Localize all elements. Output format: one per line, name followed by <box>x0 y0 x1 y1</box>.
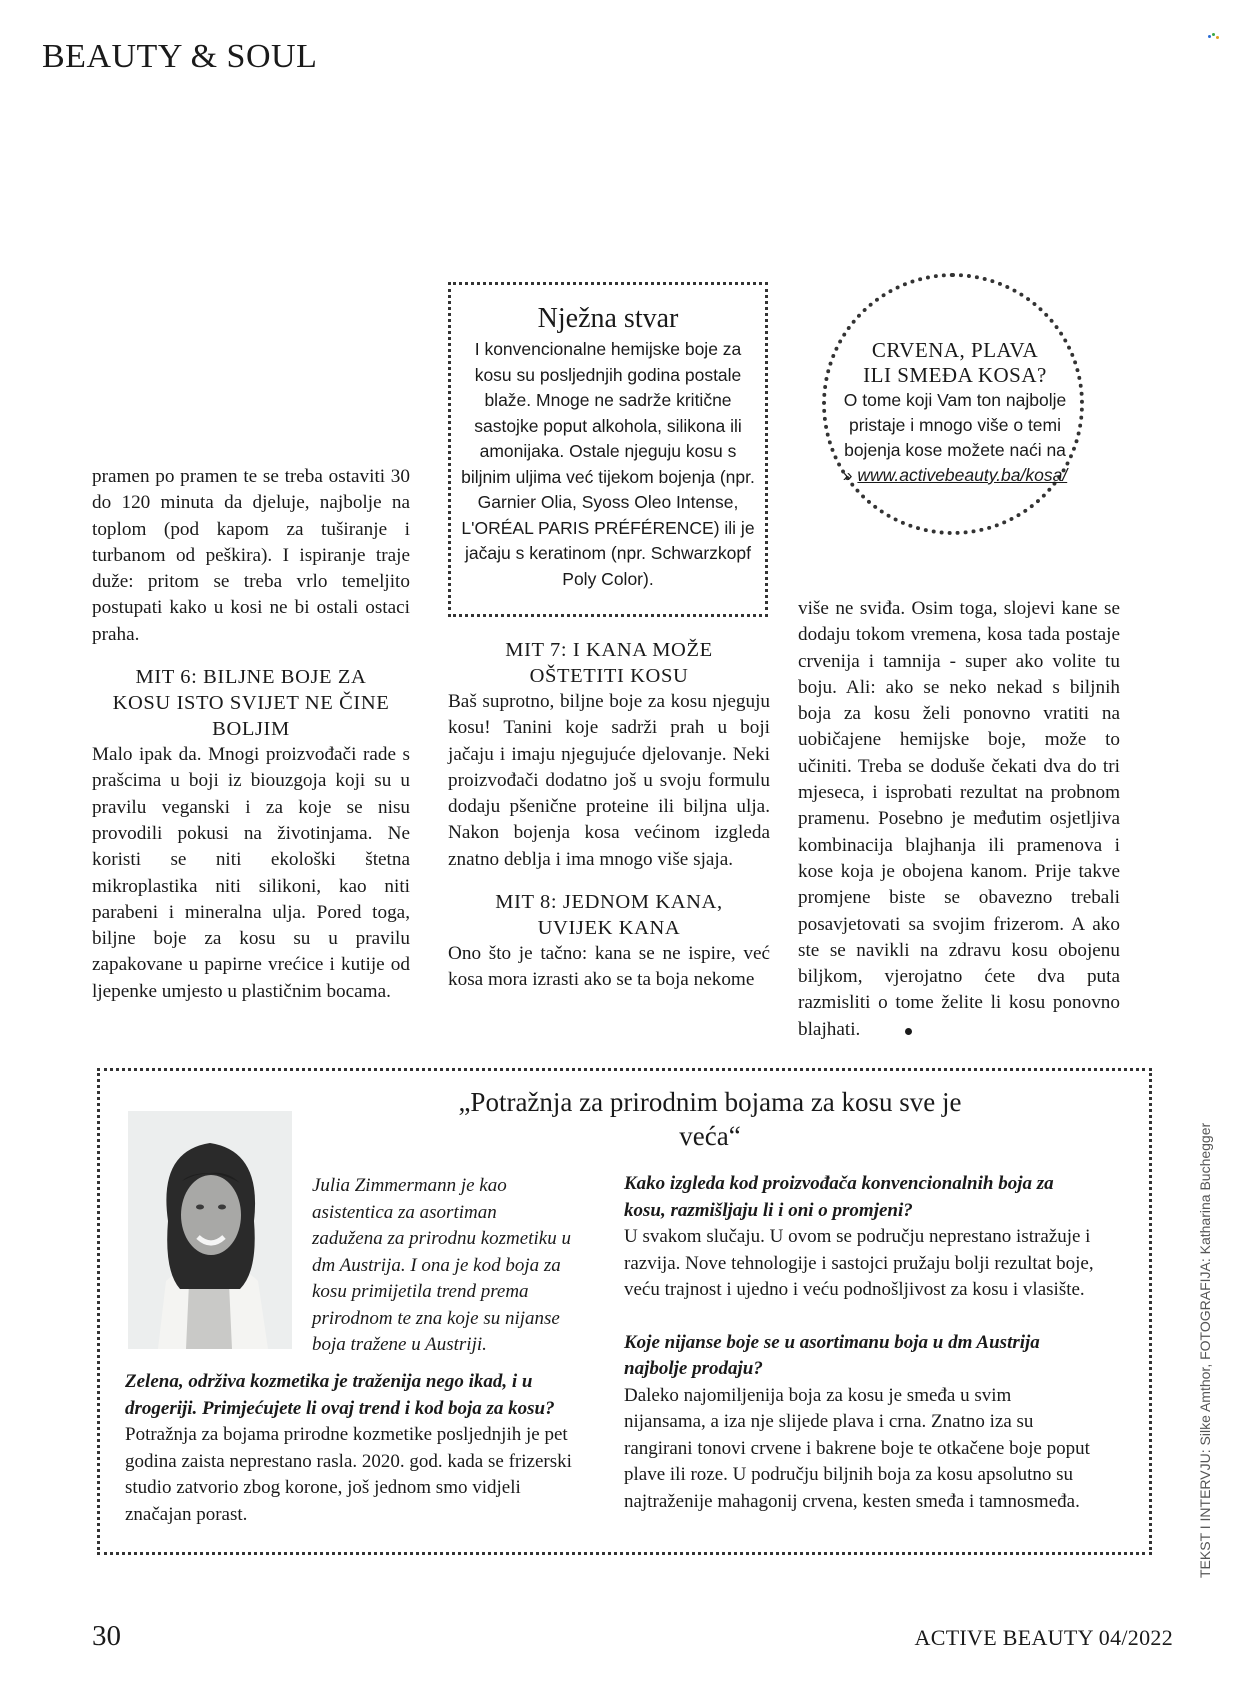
body-paragraph: više ne sviđa. Osim toga, slojevi kane se dodaju tokom vremena, kosa tada postaje crvenija i tamnija - super ako volite tu boju. Ali: ako se neko nekad s biljnih boja za kosu želi ponovno vratiti na uobičajene hemijske boje, može to učiniti. Treba se doduše čekati dva do tri mjeseca, i isprobati rezultat na probnom pramenu. Posebno je međutim osjetljiva kombinacija blajhanja ili pramenova i kose koja je obojena kanom. Prije takve promjene biste se obavezno trebali posavjetovati sa svojim frizerom. A ako ste se navikli na zdravu kosu obojenu biljkom, vjerojatno ćete dva puta razmisliti o tome želite li kosu ponovno blajhati. <box>798 598 1120 1040</box>
body-paragraph: Baš suprotno, biljne boje za kosu njeguju kosu! Tanini koje sadrži prah u boji jačaju i imaju njegujuće djelovanje. Neki proizvođači dodatno još u svoju formulu dodaju pšenične proteine ili biljna ulja. Nakon bojenja kosa većinom izgleda znatno deblja i ima mnogo više sjaja. <box>448 691 770 870</box>
interview-answer: U svakom slučaju. U ovom se području neprestano istražuje i razvija. Nove tehnologije i sastojci pružaju bolji rezultat boje, veću trajnost i ujedno i veću podnošljivost za kosu i vlasište. <box>624 1226 1094 1300</box>
corner-mark <box>1208 33 1220 41</box>
column-1 <box>92 464 410 1005</box>
end-mark-icon <box>905 1028 912 1035</box>
magazine-issue: ACTIVE BEAUTY 04/2022 <box>914 1625 1173 1650</box>
photo-credit: TEKST I INTERVJU: Silke Amthor, FOTOGRAFIJA: Katharina Buchegger <box>1197 1122 1213 1578</box>
body-paragraph: Malo ipak da. Mnogi proizvođači rade s prašcima u boji iz biouzgoja koji su u pravilu veganski i za koje se nisu provodili pokusi na životinjama. Ne koristi se niti ekološki štetna mikroplastika niti silikoni, kao niti parabeni i mineralna ulja. Pored toga, biljne boje za kosu su u pravilu zapakovane u papirne vrećice i kutije od ljepenke umjesto u plastičnim bocama. <box>92 744 410 1002</box>
sidebar-text: I konvencionalne hemijske boje za kosu su posljednjih godina postale blaže. Mnoge ne sadrže kritične sastojke poput alkohola, silikona ili amonijaka. Ostale njeguju kosu s biljnim uljima već tijekom bojenja (npr. Garnier Olia, Syoss Oleo Intense, L'ORÉAL PARIS PRÉFÉRENCE) ili je jačaju s keratinom (npr. Schwarzkopf Poly Color). <box>461 339 755 589</box>
interview-answer: Potražnja za bojama prirodne kozmetike posljednjih je pet godina zaista neprestano rasla. 2020. god. kada se frizerski studio zatvorio zbog korone, još jednom smo vidjeli značajan porast. <box>125 1424 572 1525</box>
interview-box <box>97 1068 1152 1555</box>
interview-right-column <box>624 1171 1094 1515</box>
interview-question: Kako izgleda kod proizvođača konvencionalnih boja za kosu, razmišljaju li i oni o promjeni? <box>624 1173 1054 1221</box>
sidebar-title: Nježna stvar <box>537 303 679 334</box>
link-arrow: » <box>842 465 853 485</box>
circle-link-line <box>820 463 1090 488</box>
mit8-heading: MIT 8: JEDNOM KANA, UVIJEK KANA <box>495 891 723 940</box>
circle-text: O tome koji Vam ton najbolje pristaje i mnogo više o temi bojenja kose možete naći na <box>843 390 1067 460</box>
body-paragraph: Ono što je tačno: kana se ne ispire, već kosa mora izrasti ako se ta boja nekome <box>448 943 770 991</box>
interview-left-column <box>125 1369 585 1528</box>
interview-answer: Daleko najomiljenija boja za kosu je smeđa u svim nijansama, a iza nje slijede plava i crna. Znatno iza su rangirani tonovi crvene i bakrene boje te otkačene boje poput plave ili roze. U području biljnih boja za kosu apsolutno su najtraženije mahagonij crvena, kesten smeđa i tamnosmeđa. <box>624 1384 1090 1512</box>
portrait-photo <box>128 1111 292 1349</box>
interview-question: Zelena, održiva kozmetika je traženija nego ikad, i u drogeriji. Primjećujete li ovaj trend i kod boja za kosu? <box>125 1371 555 1419</box>
interview-title: „Potražnja za prirodnim bojama za kosu sve je veća“ <box>458 1087 962 1151</box>
circle-title: CRVENA, PLAVA <box>871 338 1039 362</box>
column-2 <box>448 637 770 994</box>
section-title: BEAUTY & SOUL <box>42 38 318 75</box>
info-circle-content <box>820 338 1090 488</box>
column-3 <box>798 596 1120 1043</box>
interview-intro: Julia Zimmermann je kao asistentica za asortiman zadužena za prirodnu kozmetiku u dm Austrija. I ona je kod boja za kosu primijetila trend prema prirodnom te zna koje su nijanse boja tražene u Austriji. <box>312 1175 571 1355</box>
website-link[interactable]: www.activebeauty.ba/kosa/ <box>857 465 1068 485</box>
mit6-heading: MIT 6: BILJNE BOJE ZA KOSU ISTO SVIJET NE ČINE BOLJIM <box>112 666 390 741</box>
sidebar-box <box>448 282 768 617</box>
body-paragraph: pramen po pramen te se treba ostaviti 30 do 120 minuta da djeluje, najbolje na toplom (pod kapom za tuširanje i turbanom od peškira). I ispiranje traje duže: pritom se treba vrlo temeljito postupati kako u kosi ne bi ostali ostaci praha. <box>92 466 410 645</box>
interview-question: Koje nijanse boje se u asortimanu boja u dm Austrija najbolje prodaju? <box>624 1331 1040 1379</box>
mit7-heading: MIT 7: I KANA MOŽE OŠTETITI KOSU <box>505 639 713 687</box>
circle-title: ILI SMEĐA KOSA? <box>863 363 1047 387</box>
page-number: 30 <box>92 1620 121 1652</box>
